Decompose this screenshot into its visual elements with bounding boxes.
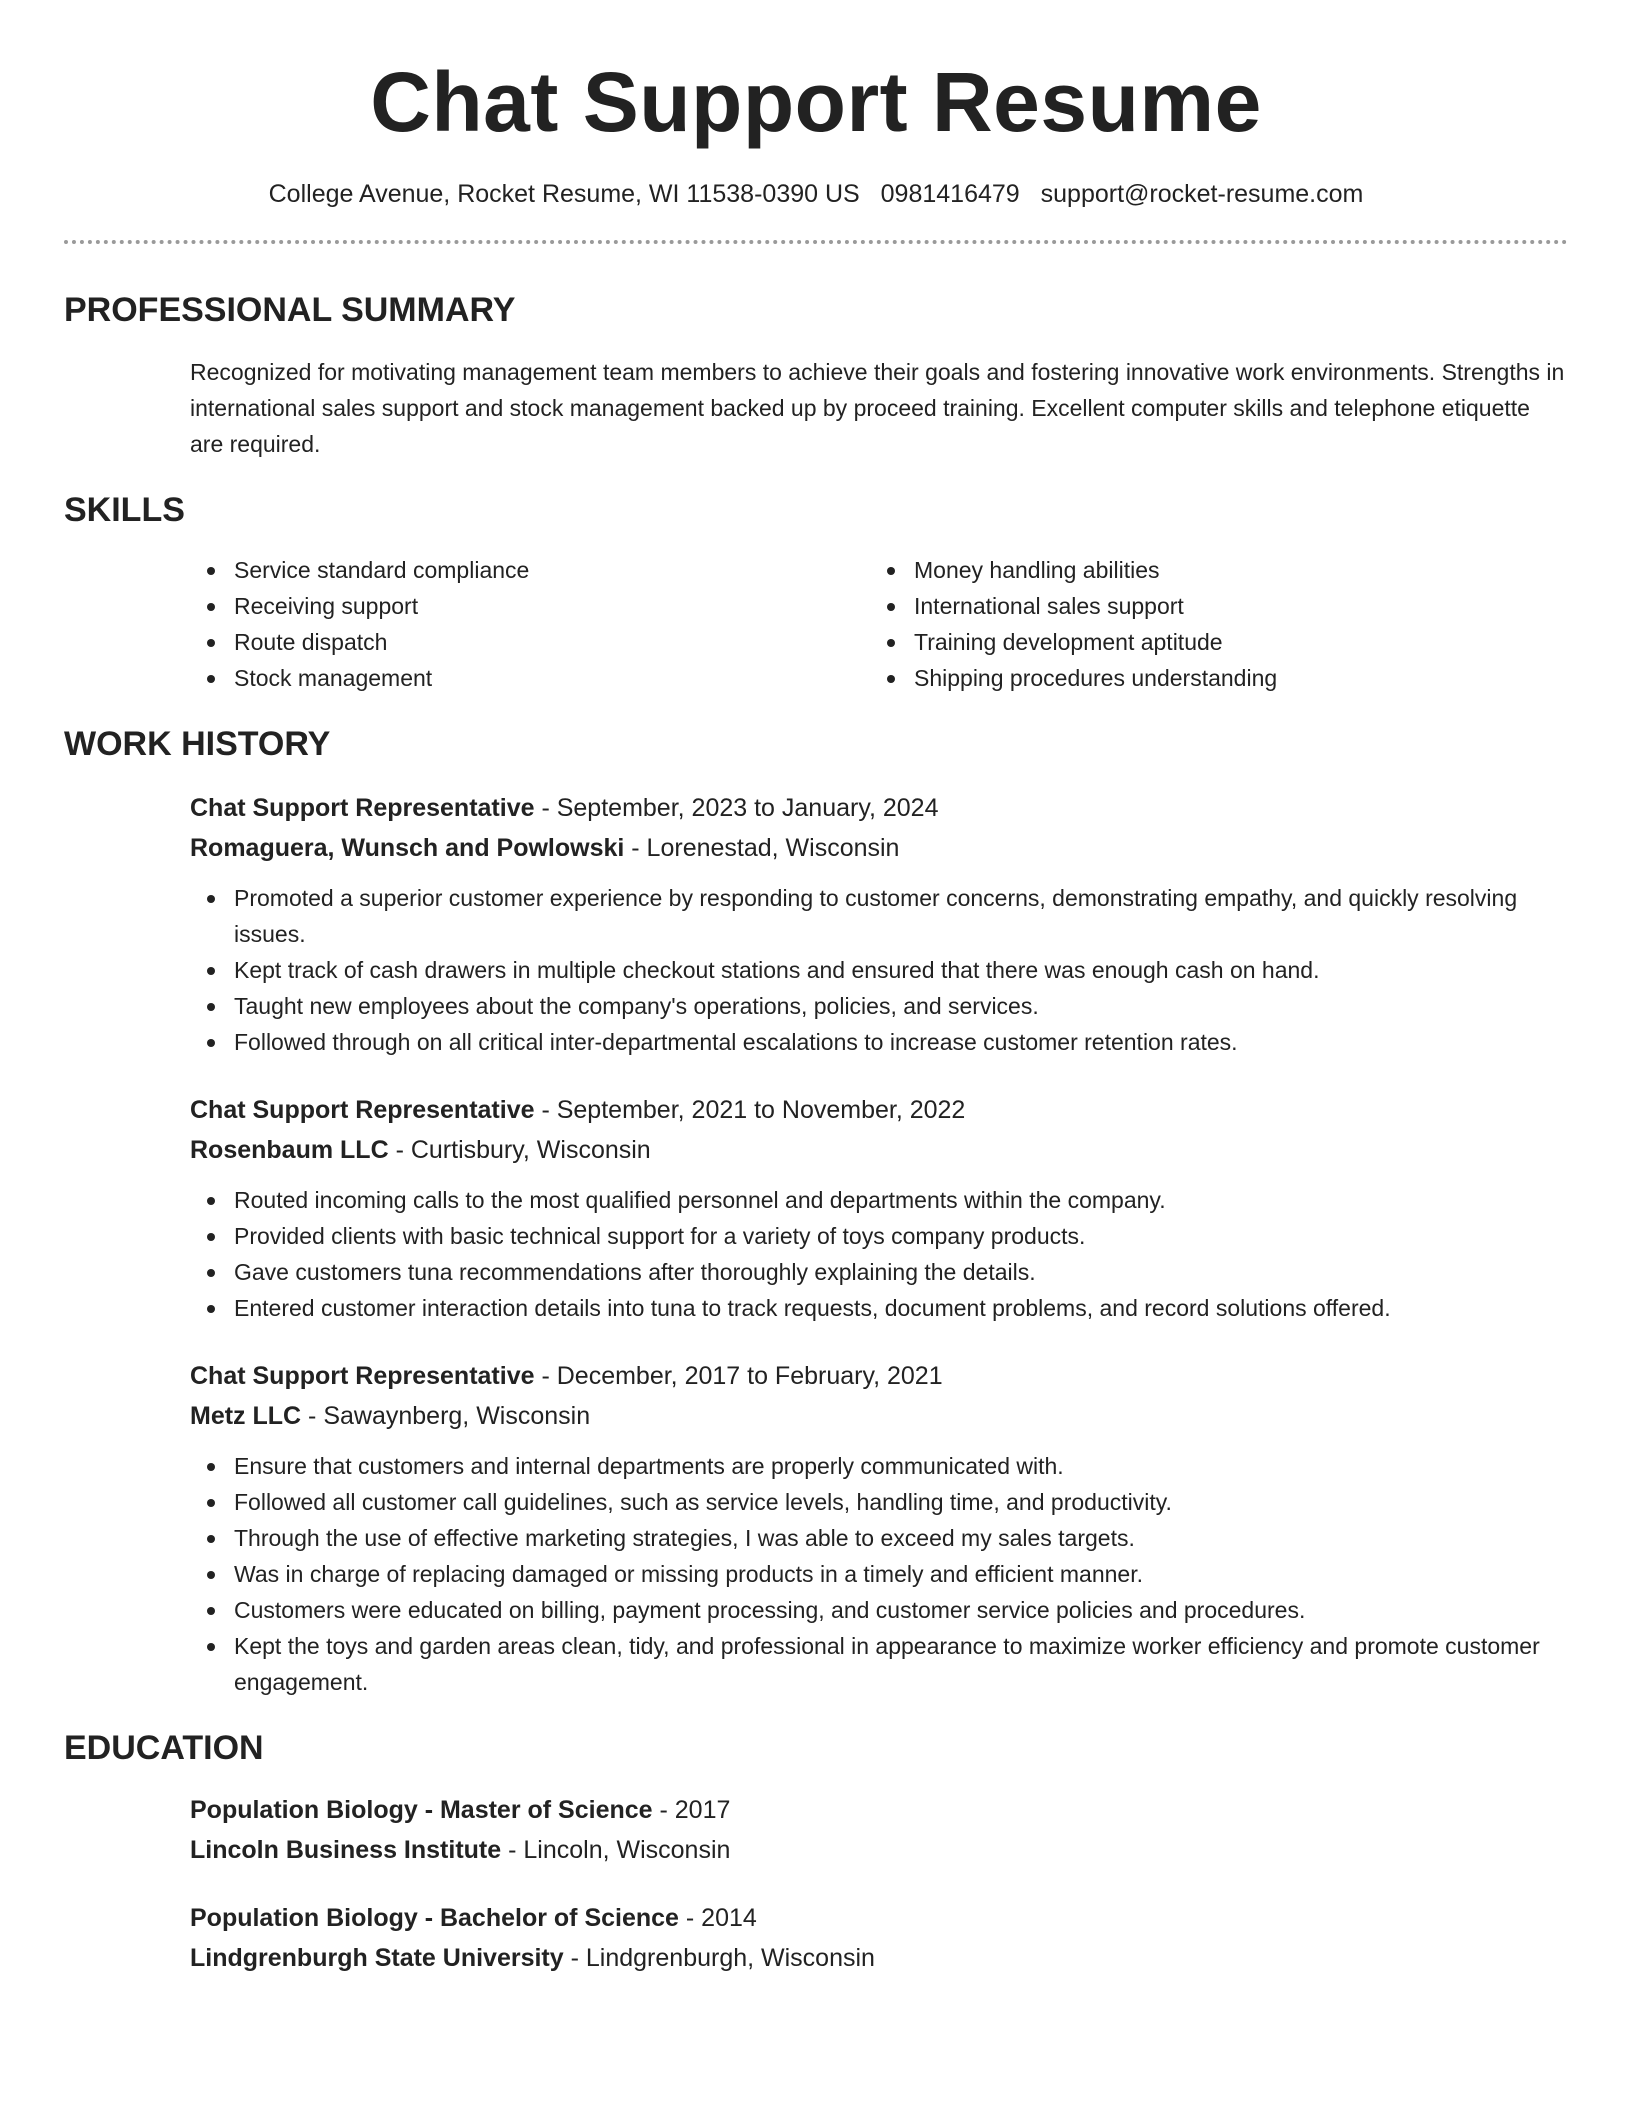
- job-company: Metz LLC: [190, 1402, 302, 1430]
- job-bullet: Taught new employees about the company's operations, policies, and services.: [190, 988, 1568, 1024]
- job-location: - Curtisbury, Wisconsin: [388, 1136, 651, 1164]
- summary-heading: PROFESSIONAL SUMMARY: [64, 291, 516, 329]
- contact-phone: 0981416479: [880, 180, 1020, 208]
- job-bullet: Gave customers tuna recommendations after thoroughly explaining the details.: [190, 1254, 1568, 1290]
- summary-text: Recognized for motivating management team members to achieve their goals and fostering innovative work environments. Strengths in international sales support and stock management backed up by proceed training. Excellent computer skills and telephone etiquette are required.: [190, 359, 1565, 457]
- skill-item: Route dispatch: [190, 624, 870, 660]
- job-role: Chat Support Representative: [190, 1096, 535, 1124]
- skills-column-left: [190, 552, 870, 696]
- job-dates: - December, 2017 to February, 2021: [534, 1362, 943, 1390]
- job-dates: - September, 2023 to January, 2024: [534, 794, 939, 822]
- job-entry: [64, 788, 1568, 1060]
- degree-line: [190, 1790, 1568, 1830]
- school-location: - Lindgrenburgh, Wisconsin: [563, 1944, 875, 1972]
- job-bullet: Followed through on all critical inter-departmental escalations to increase customer retention rates.: [190, 1024, 1568, 1060]
- job-bullet: Kept track of cash drawers in multiple checkout stations and ensured that there was enough cash on hand.: [190, 952, 1568, 988]
- degree-name: Population Biology - Master of Science: [190, 1796, 653, 1824]
- skills-column-right: [870, 552, 1277, 696]
- contact-address: College Avenue, Rocket Resume, WI 11538-0390 US: [268, 180, 860, 208]
- job-company-line: [190, 1130, 1568, 1170]
- job-bullet: Entered customer interaction details into tuna to track requests, document problems, and record solutions offered.: [190, 1290, 1568, 1326]
- education-heading: EDUCATION: [64, 1729, 264, 1767]
- job-bullet: Ensure that customers and internal departments are properly communicated with.: [190, 1448, 1568, 1484]
- school-line: [190, 1938, 1568, 1978]
- resume-title: Chat Support Resume: [370, 55, 1262, 149]
- skill-item: Money handling abilities: [870, 552, 1277, 588]
- education-entry: [64, 1898, 1568, 1978]
- job-role: Chat Support Representative: [190, 1362, 535, 1390]
- school-location: - Lincoln, Wisconsin: [501, 1836, 731, 1864]
- school-name: Lincoln Business Institute: [190, 1836, 502, 1864]
- header-divider: [64, 240, 1568, 244]
- job-bullet: Was in charge of replacing damaged or missing products in a timely and efficient manner.: [190, 1556, 1568, 1592]
- contact-line: [64, 178, 1568, 210]
- work-history-heading: WORK HISTORY: [64, 725, 331, 763]
- job-bullet: Followed all customer call guidelines, such as service levels, handling time, and productivity.: [190, 1484, 1568, 1520]
- school-name: Lindgrenburgh State University: [190, 1944, 564, 1972]
- job-title-line: [190, 1356, 1568, 1396]
- degree-line: [190, 1898, 1568, 1938]
- job-dates: - September, 2021 to November, 2022: [534, 1096, 966, 1124]
- school-line: [190, 1830, 1568, 1870]
- education-entry: [64, 1790, 1568, 1870]
- job-bullet: Routed incoming calls to the most qualified personnel and departments within the company.: [190, 1182, 1568, 1218]
- contact-email: support@rocket-resume.com: [1040, 180, 1364, 208]
- job-role: Chat Support Representative: [190, 794, 535, 822]
- job-company-line: [190, 828, 1568, 868]
- job-company-line: [190, 1396, 1568, 1436]
- job-entry: [64, 1356, 1568, 1700]
- skills-grid: [64, 552, 1568, 696]
- job-bullet: Provided clients with basic technical support for a variety of toys company products.: [190, 1218, 1568, 1254]
- skill-item: Shipping procedures understanding: [870, 660, 1277, 696]
- job-bullet: Kept the toys and garden areas clean, tidy, and professional in appearance to maximize worker efficiency and promote customer engagement.: [190, 1628, 1568, 1700]
- job-bullet: Through the use of effective marketing strategies, I was able to exceed my sales targets.: [190, 1520, 1568, 1556]
- job-bullets: [190, 880, 1568, 1060]
- job-bullet: Promoted a superior customer experience by responding to customer concerns, demonstrating empathy, and quickly resolving issues.: [190, 880, 1568, 952]
- skill-item: Stock management: [190, 660, 870, 696]
- skill-item: International sales support: [870, 588, 1277, 624]
- skills-heading: SKILLS: [64, 491, 185, 529]
- job-entry: [64, 1090, 1568, 1326]
- degree-year: - 2014: [678, 1904, 757, 1932]
- job-company: Rosenbaum LLC: [190, 1136, 389, 1164]
- degree-year: - 2017: [652, 1796, 731, 1824]
- job-bullets: [190, 1182, 1568, 1326]
- job-bullets: [190, 1448, 1568, 1700]
- skill-item: Training development aptitude: [870, 624, 1277, 660]
- job-location: - Lorenestad, Wisconsin: [624, 834, 900, 862]
- job-company: Romaguera, Wunsch and Powlowski: [190, 834, 625, 862]
- job-title-line: [190, 1090, 1568, 1130]
- job-location: - Sawaynberg, Wisconsin: [301, 1402, 591, 1430]
- job-bullet: Customers were educated on billing, payment processing, and customer service policies and procedures.: [190, 1592, 1568, 1628]
- skill-item: Service standard compliance: [190, 552, 870, 588]
- degree-name: Population Biology - Bachelor of Science: [190, 1904, 679, 1932]
- skill-item: Receiving support: [190, 588, 870, 624]
- job-title-line: [190, 788, 1568, 828]
